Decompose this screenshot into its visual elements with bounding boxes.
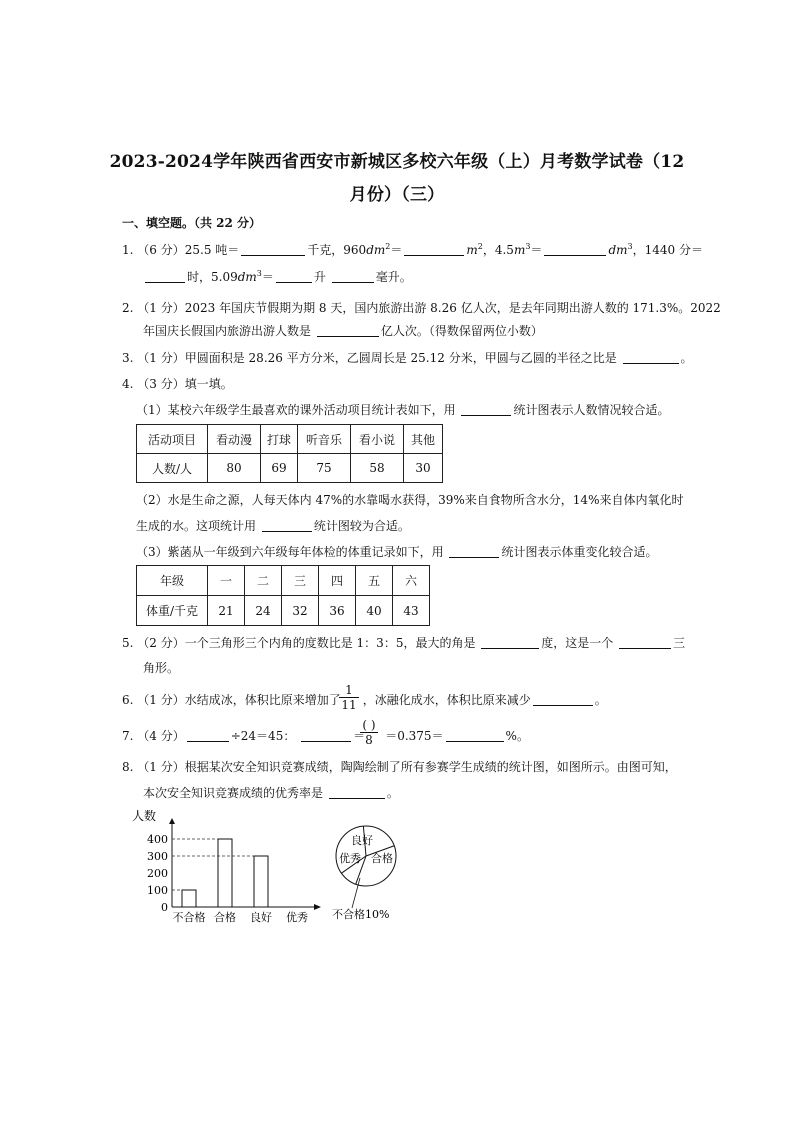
q-text: ＝ <box>261 270 274 284</box>
table-cell: 看小说 <box>351 425 404 454</box>
q-text: （1 分）根据某次安全知识竞赛成绩，陶陶绘制了所有参赛学生成绩的统计图，如图所示。由图可知， <box>137 760 677 774</box>
q-text: 千克，960 <box>307 243 367 257</box>
y-tick-label: 200 <box>147 867 168 880</box>
stats-figure <box>128 806 408 930</box>
q-number: 7. <box>122 729 134 743</box>
q-text: （3）紫菡从一年级到六年级每年体检的体重记录如下，用 <box>136 545 444 559</box>
q-text: （1 分）甲圆面积是 28.26 平方分米，乙圆周长是 25.12 分米，甲圆与乙圆的半径之比是 <box>137 351 617 365</box>
table-cell: 四 <box>319 566 356 596</box>
question-6 <box>122 692 607 708</box>
y-tick-label: 300 <box>147 850 168 863</box>
q-text: 年国庆长假国内旅游出游人数是 <box>143 324 312 338</box>
pie-chart <box>332 826 396 921</box>
table-cell: 40 <box>356 596 393 626</box>
question-8-line2 <box>143 785 399 801</box>
table-cell: 看动漫 <box>208 425 261 454</box>
answer-blank[interactable] <box>332 270 374 283</box>
table-cell: 三 <box>282 566 319 596</box>
unit: dm <box>237 270 257 284</box>
table-cell: 43 <box>393 596 430 626</box>
exponent: 3 <box>525 242 531 251</box>
q-text: ＝ <box>530 243 543 257</box>
table-cell: 36 <box>319 596 356 626</box>
answer-blank[interactable] <box>241 243 305 256</box>
table-cell: 30 <box>404 454 443 483</box>
q-number: 8. <box>122 760 134 774</box>
question-1-line2 <box>143 269 412 285</box>
q-text: 统计图表示人数情况较合适。 <box>513 403 670 417</box>
q-text: 统计图较为合适。 <box>313 519 410 533</box>
question-4-sub3 <box>136 544 657 560</box>
unit: dm <box>608 243 628 257</box>
answer-blank[interactable] <box>623 351 679 364</box>
question-4-sub1 <box>136 402 669 418</box>
table-cell: 24 <box>245 596 282 626</box>
table-cell: 80 <box>208 454 261 483</box>
activity-table <box>136 424 443 483</box>
q-number: 6. <box>122 693 134 707</box>
table-cell: 人数/人 <box>137 454 208 483</box>
table-cell: 75 <box>298 454 351 483</box>
q-text: ＝ <box>390 243 403 257</box>
answer-blank[interactable] <box>533 693 593 706</box>
table-cell: 其他 <box>404 425 443 454</box>
table-header-row <box>137 566 430 596</box>
table-row <box>137 454 443 483</box>
page-title: 2023-2024学年陕西省西安市新城区多校六年级（上）月考数学试卷（12 <box>109 152 685 172</box>
fraction-denominator: 8 <box>365 733 373 747</box>
q-text: 亿人次。（得数保留两位小数） <box>380 324 543 338</box>
table-cell: 听音乐 <box>298 425 351 454</box>
table-cell: 活动项目 <box>137 425 208 454</box>
exponent: 2 <box>385 242 391 251</box>
table-header-row <box>137 425 443 454</box>
q-text: 生成的水。这项统计用 <box>136 519 257 533</box>
q-text: ，冰融化成水，体积比原来减少 <box>362 693 531 707</box>
exponent: 3 <box>256 269 262 278</box>
answer-blank[interactable] <box>276 270 312 283</box>
unit: dm <box>366 243 386 257</box>
q-text: （1 分）水结成冰，体积比原来增加了 <box>137 693 341 707</box>
y-axis-label: 人数 <box>132 809 157 823</box>
table-cell: 一 <box>208 566 245 596</box>
q-text: 时，5.09 <box>187 270 238 284</box>
answer-blank[interactable] <box>481 636 539 649</box>
question-2-line1 <box>122 300 721 316</box>
unit: m <box>513 243 526 257</box>
y-axis-arrow <box>169 818 175 824</box>
table-cell: 32 <box>282 596 319 626</box>
q-number: 4. <box>122 377 134 391</box>
question-5-line2 <box>143 660 179 676</box>
table-cell: 年级 <box>137 566 208 596</box>
table-cell: 二 <box>245 566 282 596</box>
q-text: 统计图表示体重变化较合适。 <box>501 545 658 559</box>
q-text: 。 <box>594 693 607 707</box>
fraction-1-11 <box>339 683 359 712</box>
fraction-numerator[interactable]: ( ) <box>362 718 376 732</box>
answer-blank[interactable] <box>187 729 229 742</box>
question-1-line1 <box>122 242 703 258</box>
q-text: （4 分） <box>137 729 185 743</box>
table-cell: 打球 <box>261 425 298 454</box>
answer-blank[interactable] <box>329 786 385 799</box>
q-text: %。 <box>505 729 529 743</box>
question-4-sub2-line2 <box>136 518 410 534</box>
answer-blank[interactable] <box>317 324 379 337</box>
unit: m <box>466 243 478 257</box>
section-heading: 一、填空题。（共 22 分） <box>122 216 262 230</box>
q-text: 毫升。 <box>375 270 412 284</box>
x-tick-label: 不合格 <box>172 911 206 924</box>
y-tick-label: 400 <box>147 833 168 846</box>
q-number: 5. <box>122 636 134 650</box>
bar <box>254 856 268 907</box>
answer-blank[interactable] <box>544 243 606 256</box>
q-text: 角形。 <box>143 661 180 675</box>
table-cell: 21 <box>208 596 245 626</box>
x-tick-label: 优秀 <box>286 911 308 924</box>
exponent: 3 <box>627 242 633 251</box>
answer-blank[interactable] <box>461 403 511 416</box>
q-text: ，4.5 <box>482 243 514 257</box>
x-tick-label: 合格 <box>214 911 236 924</box>
q-text: （2）水是生命之源，人每天体内 47%的水靠喝水获得，39%来自食物所含水分，14%来自体内氧化时 <box>136 493 684 507</box>
answer-blank[interactable] <box>446 729 504 742</box>
exponent: 2 <box>477 242 483 251</box>
q-text: 。 <box>386 786 399 800</box>
question-2-line2 <box>143 323 543 339</box>
q-text: ÷24＝45： <box>230 729 296 743</box>
bar-chart <box>132 808 321 924</box>
weight-table <box>136 565 430 626</box>
x-tick-label: 良好 <box>250 911 272 924</box>
y-tick-label: 100 <box>147 884 168 897</box>
table-cell: 69 <box>261 454 298 483</box>
table-cell: 五 <box>356 566 393 596</box>
question-7 <box>122 728 529 744</box>
q-text: 三 <box>673 636 686 650</box>
question-4 <box>122 376 233 392</box>
q-text: 25.5 吨＝ <box>184 243 240 257</box>
answer-blank[interactable] <box>449 545 499 558</box>
fraction-blank-8 <box>360 718 378 747</box>
q-text: （2 分）一个三角形三个内角的度数比是 1：3：5，最大的角是 <box>137 636 476 650</box>
question-5-line1 <box>122 635 685 651</box>
y-tick-label: 0 <box>161 901 168 914</box>
bar <box>182 890 196 907</box>
q-text: 度，这是一个 <box>541 636 614 650</box>
q-text: ，1440 分＝ <box>632 243 703 257</box>
fraction-numerator: 1 <box>345 683 353 697</box>
answer-blank[interactable] <box>301 729 351 742</box>
answer-blank[interactable] <box>145 270 185 283</box>
answer-blank[interactable] <box>404 243 464 256</box>
page-title-line2: 月份）（三） <box>349 185 445 205</box>
q-text: 升 <box>313 270 326 284</box>
pie-label: 优秀 <box>339 852 361 865</box>
q-text: 。 <box>680 351 693 365</box>
bar <box>218 839 232 907</box>
answer-blank[interactable] <box>619 636 671 649</box>
q-number: 1. <box>122 243 134 257</box>
q-text: （3 分）填一填。 <box>137 377 233 391</box>
pie-label: 合格 <box>371 852 393 865</box>
q-number: 3. <box>122 351 134 365</box>
q-number: 2. <box>122 301 134 315</box>
question-8-line1 <box>122 759 677 775</box>
fraction-denominator: 11 <box>341 698 357 712</box>
table-cell: 体重/千克 <box>137 596 208 626</box>
q-score: （6 分） <box>137 243 185 257</box>
table-row <box>137 596 430 626</box>
table-cell: 六 <box>393 566 430 596</box>
question-3 <box>122 350 693 366</box>
q-text: ＝ <box>353 729 366 743</box>
answer-blank[interactable] <box>262 519 312 532</box>
pie-label: 不合格10% <box>332 908 390 921</box>
q-text: （1 分）2023 年国庆节假期为期 8 天，国内旅游出游 8.26 亿人次，是去年同期出游人数的 171.3%。2022 <box>137 301 721 315</box>
pie-label: 良好 <box>351 834 373 847</box>
q-text: ＝0.375＝ <box>385 729 444 743</box>
x-axis-arrow <box>314 904 321 910</box>
q-text: 本次安全知识竞赛成绩的优秀率是 <box>143 786 324 800</box>
table-cell: 58 <box>351 454 404 483</box>
q-text: （1）某校六年级学生最喜欢的课外活动项目统计表如下，用 <box>136 403 456 417</box>
question-4-sub2-line1 <box>136 492 683 508</box>
